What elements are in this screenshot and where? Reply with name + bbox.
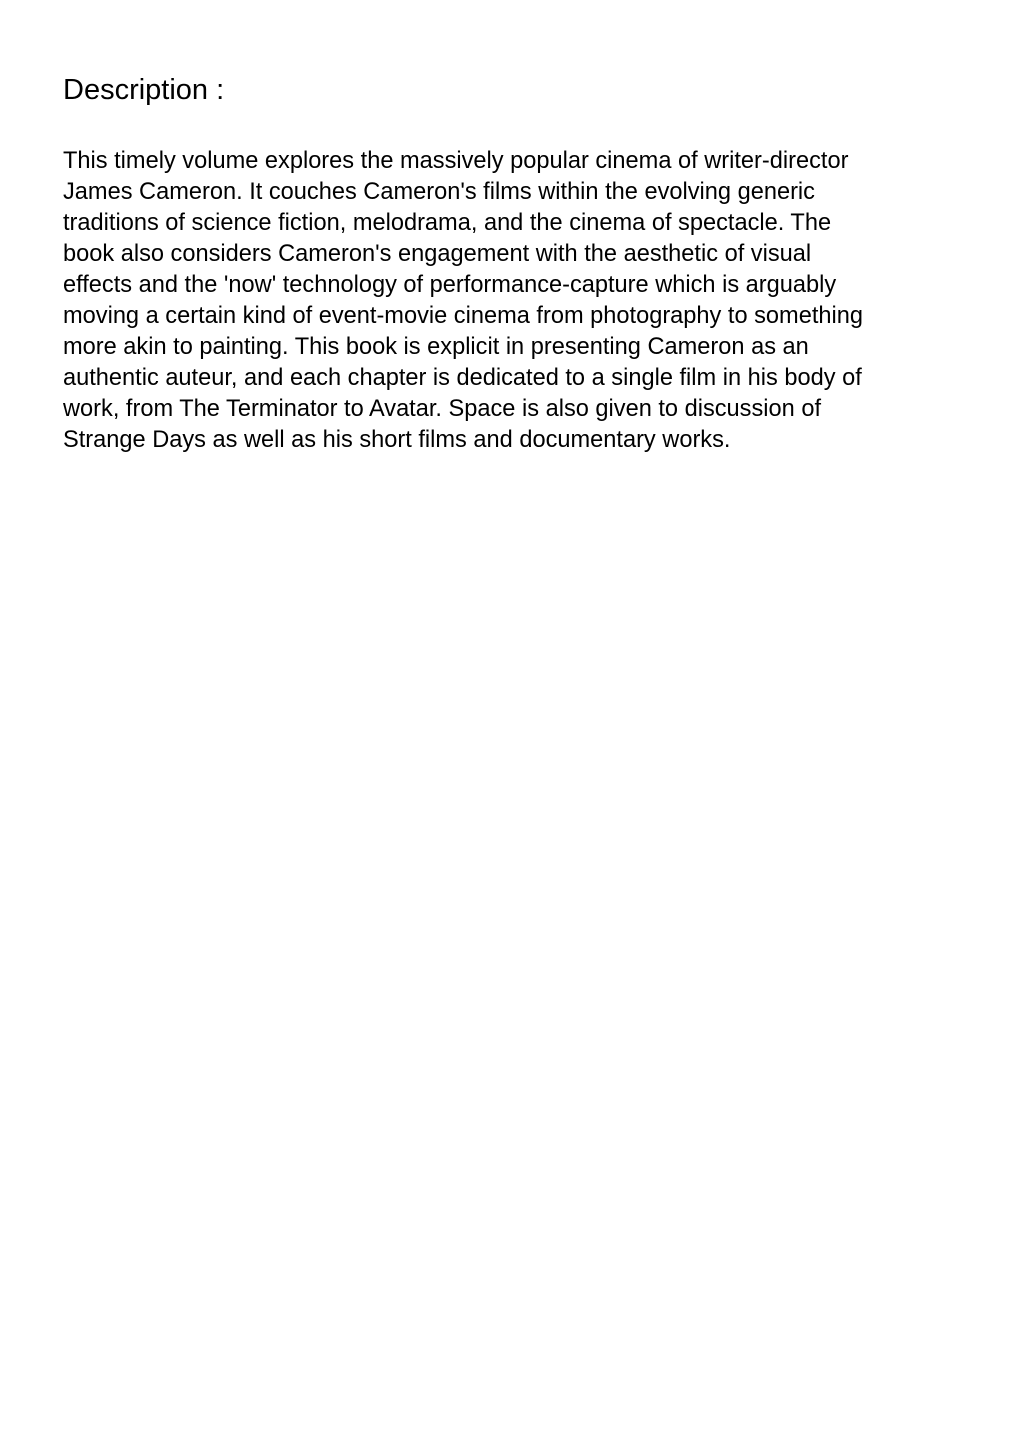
paragraph-line: James Cameron. It couches Cameron's films within the evolving generic [63, 179, 815, 205]
description-heading: Description : [63, 74, 225, 106]
paragraph-line: work, from The Terminator to Avatar. Space is also given to discussion of [63, 396, 821, 422]
paragraph-line: traditions of science fiction, melodrama, and the cinema of spectacle. The [63, 210, 832, 236]
paragraph-line: authentic auteur, and each chapter is dedicated to a single film in his body of [63, 365, 862, 391]
paragraph-line: moving a certain kind of event-movie cinema from photography to something [63, 303, 863, 329]
paragraph-line: Strange Days as well as his short films and documentary works. [63, 427, 731, 453]
paragraph-line: effects and the 'now' technology of performance-capture which is arguably [63, 272, 837, 298]
paragraph-line: This timely volume explores the massively popular cinema of writer-director [63, 148, 849, 174]
paragraph-line: more akin to painting. This book is explicit in presenting Cameron as an [63, 334, 809, 360]
paragraph-line: book also considers Cameron's engagement with the aesthetic of visual [63, 241, 812, 267]
description-paragraph [63, 146, 963, 456]
